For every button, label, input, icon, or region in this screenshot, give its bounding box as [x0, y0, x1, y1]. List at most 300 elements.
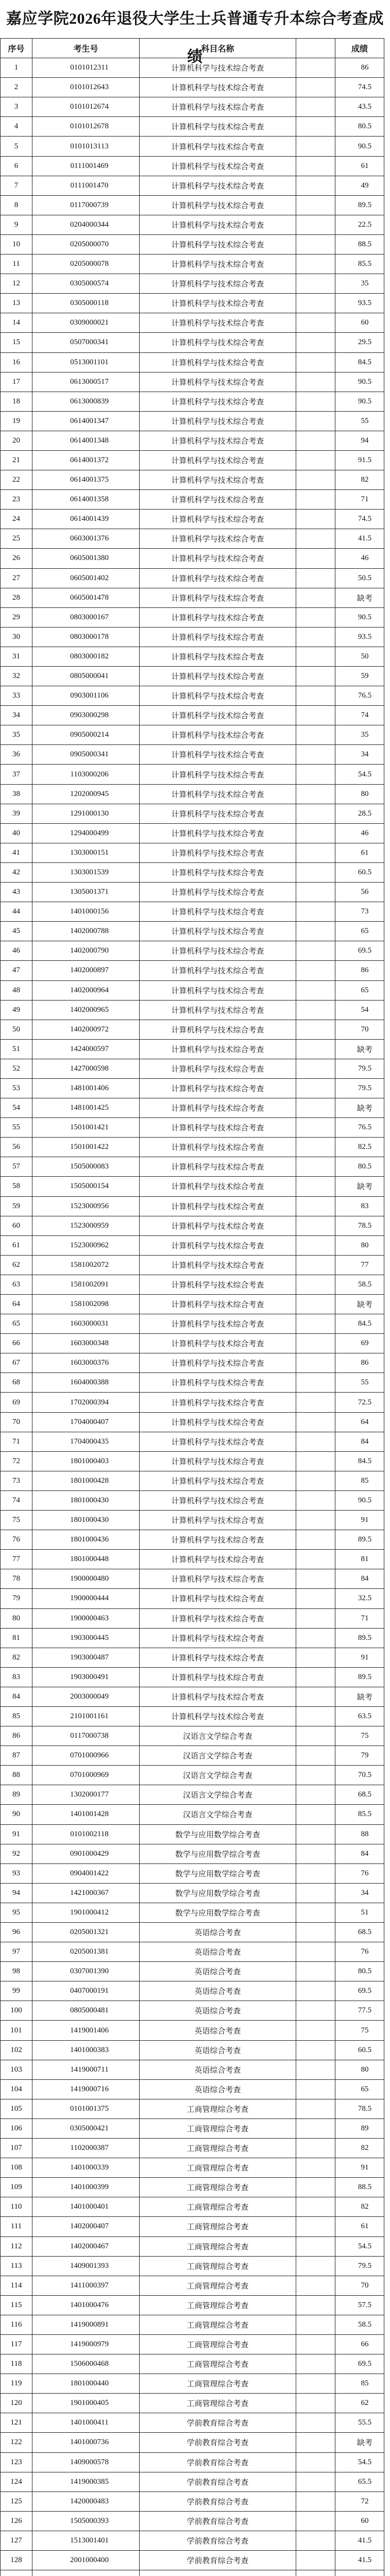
table-row [1, 411, 384, 431]
table-row [1, 97, 384, 117]
cell-blank [296, 2570, 335, 2576]
cell-no: 63 [1, 1275, 32, 1294]
cell-blank [296, 1098, 335, 1118]
cell-no: 64 [1, 1295, 32, 1314]
cell-subject: 计算机科学与技术综合考查 [140, 862, 296, 882]
cell-blank [296, 823, 335, 843]
cell-candidate-id: 0305000118 [32, 294, 140, 313]
cell-subject: 工商管理综合考查 [140, 2295, 296, 2315]
cell-no [1, 2570, 32, 2576]
cell-subject: 计算机科学与技术综合考查 [140, 1216, 296, 1235]
table-row [1, 1903, 384, 1922]
cell-blank [296, 2334, 335, 2354]
table-row [1, 510, 384, 529]
cell-candidate-id: 0903000298 [32, 706, 140, 725]
cell-score: 54.5 [335, 2236, 384, 2256]
cell-blank [296, 2119, 335, 2138]
cell-no: 86 [1, 1726, 32, 1746]
table-row [1, 2472, 384, 2492]
table-row [1, 431, 384, 450]
cell-subject: 数学与应用数学综合考查 [140, 1824, 296, 1844]
cell-score: 84.5 [335, 1451, 384, 1471]
cell-candidate-id: 0905000341 [32, 745, 140, 765]
cell-blank [296, 607, 335, 627]
cell-subject: 计算机科学与技术综合考查 [140, 549, 296, 568]
cell-candidate-id: 0614001347 [32, 411, 140, 431]
table-row [1, 450, 384, 470]
cell-score: 84 [335, 1432, 384, 1451]
table-row [1, 961, 384, 980]
cell-blank [296, 883, 335, 902]
cell-score: 80.5 [335, 1962, 384, 1981]
cell-no: 41 [1, 843, 32, 862]
table-row [1, 1412, 384, 1432]
cell-subject: 计算机科学与技术综合考查 [140, 411, 296, 431]
cell-score: 65.5 [335, 2472, 384, 2492]
cell-blank [296, 2236, 335, 2256]
cell-candidate-id: 1901000412 [32, 1903, 140, 1922]
cell-blank [296, 529, 335, 549]
cell-no: 25 [1, 529, 32, 549]
cell-candidate-id: 1401001428 [32, 1805, 140, 1824]
cell-subject: 计算机科学与技术综合考查 [140, 215, 296, 234]
cell-score: 88 [335, 1824, 384, 1844]
table-row [1, 1805, 384, 1824]
cell-candidate-id: 1402000965 [32, 1000, 140, 1020]
cell-blank [296, 1844, 335, 1863]
cell-subject: 工商管理综合考查 [140, 2315, 296, 2334]
cell-subject: 计算机科学与技术综合考查 [140, 922, 296, 941]
cell-no: 23 [1, 490, 32, 510]
cell-no: 62 [1, 1255, 32, 1275]
cell-no: 123 [1, 2452, 32, 2472]
table-row [1, 1039, 384, 1059]
cell-no: 76 [1, 1530, 32, 1550]
cell-subject: 计算机科学与技术综合考查 [140, 1196, 296, 1216]
cell-no: 94 [1, 1883, 32, 1903]
cell-subject: 计算机科学与技术综合考查 [140, 1020, 296, 1039]
table-row [1, 294, 384, 313]
cell-no: 15 [1, 333, 32, 352]
cell-no: 82 [1, 1648, 32, 1667]
table-row [1, 1785, 384, 1805]
cell-candidate-id: 0605001380 [32, 549, 140, 568]
cell-candidate-id: 1900000444 [32, 1589, 140, 1608]
cell-score: 74.5 [335, 510, 384, 529]
cell-blank [296, 1196, 335, 1216]
table-row [1, 1353, 384, 1373]
cell-score: 72 [335, 2492, 384, 2511]
cell-candidate-id: 0605001402 [32, 568, 140, 588]
table-row [1, 784, 384, 804]
cell-blank [296, 333, 335, 352]
cell-score: 64 [335, 1412, 384, 1432]
cell-score: 90.5 [335, 372, 384, 392]
table-row [1, 1530, 384, 1550]
cell-no: 6 [1, 156, 32, 176]
cell-subject: 计算机科学与技术综合考查 [140, 234, 296, 254]
cell-candidate-id: 0204000344 [32, 215, 140, 234]
cell-subject: 计算机科学与技术综合考查 [140, 607, 296, 627]
cell-no: 83 [1, 1667, 32, 1687]
cell-no: 100 [1, 2001, 32, 2021]
cell-subject: 计算机科学与技术综合考查 [140, 1059, 296, 1078]
cell-no: 74 [1, 1490, 32, 1510]
cell-no: 128 [1, 2551, 32, 2570]
cell-subject: 计算机科学与技术综合考查 [140, 883, 296, 902]
cell-score: 78.5 [335, 2099, 384, 2119]
cell-blank [296, 1511, 335, 1530]
cell-blank [296, 1667, 335, 1687]
cell-subject: 计算机科学与技术综合考查 [140, 1608, 296, 1628]
cell-subject: 计算机科学与技术综合考查 [140, 804, 296, 823]
cell-no: 43 [1, 883, 32, 902]
table-row [1, 2354, 384, 2374]
cell-no: 50 [1, 1020, 32, 1039]
table-row [1, 58, 384, 78]
table-row [1, 1726, 384, 1746]
cell-no: 81 [1, 1628, 32, 1648]
cell-score: 75 [335, 1726, 384, 1746]
cell-score: 缺考 [335, 2433, 384, 2452]
cell-candidate-id: 0614001439 [32, 510, 140, 529]
table-row [1, 1706, 384, 1726]
cell-no: 51 [1, 1039, 32, 1059]
table-row [1, 745, 384, 765]
cell-blank [296, 58, 335, 78]
cell-score: 缺考 [335, 1177, 384, 1196]
cell-no: 66 [1, 1334, 32, 1353]
cell-blank [296, 1059, 335, 1078]
table-row [1, 686, 384, 706]
cell-no: 27 [1, 568, 32, 588]
cell-score: 54.5 [335, 2452, 384, 2472]
cell-score: 69.5 [335, 2354, 384, 2374]
cell-no: 8 [1, 195, 32, 215]
cell-blank [296, 2040, 335, 2060]
cell-no: 118 [1, 2354, 32, 2374]
cell-no: 96 [1, 1923, 32, 1942]
table-row [1, 1667, 384, 1687]
cell-no: 126 [1, 2511, 32, 2531]
cell-score: 65 [335, 922, 384, 941]
cell-no: 55 [1, 1118, 32, 1138]
cell-no: 59 [1, 1196, 32, 1216]
table-row [1, 2217, 384, 2236]
cell-candidate-id: 2101001161 [32, 1706, 140, 1726]
cell-score: 43.5 [335, 97, 384, 117]
cell-no: 101 [1, 2021, 32, 2040]
cell-subject: 计算机科学与技术综合考查 [140, 274, 296, 294]
cell-blank [296, 1923, 335, 1942]
cell-subject: 计算机科学与技术综合考查 [140, 156, 296, 176]
cell-candidate-id: 0614001348 [32, 431, 140, 450]
cell-no: 10 [1, 234, 32, 254]
cell-candidate-id: 2003000049 [32, 1687, 140, 1706]
cell-score: 90.5 [335, 137, 384, 156]
cell-candidate-id: 0613000517 [32, 372, 140, 392]
cell-subject: 工商管理综合考查 [140, 2158, 296, 2178]
cell-no: 21 [1, 450, 32, 470]
cell-candidate-id: 1409001393 [32, 2256, 140, 2276]
cell-score: 91.5 [335, 450, 384, 470]
cell-score: 70 [335, 2276, 384, 2295]
cell-blank [296, 1824, 335, 1844]
cell-blank [296, 2511, 335, 2531]
cell-subject: 工商管理综合考查 [140, 2354, 296, 2374]
table-row [1, 392, 384, 411]
cell-no: 49 [1, 1000, 32, 1020]
cell-no: 24 [1, 510, 32, 529]
cell-blank [296, 372, 335, 392]
table-row [1, 2315, 384, 2334]
cell-blank [296, 745, 335, 765]
cell-candidate-id [32, 2570, 140, 2576]
table-row [1, 1138, 384, 1157]
table-row [1, 2178, 384, 2197]
cell-blank [296, 2197, 335, 2217]
cell-score: 缺考 [335, 1687, 384, 1706]
cell-score: 61 [335, 156, 384, 176]
table-row [1, 1863, 384, 1883]
cell-score: 80.5 [335, 117, 384, 137]
cell-no: 19 [1, 411, 32, 431]
cell-subject: 计算机科学与技术综合考查 [140, 588, 296, 607]
cell-blank [296, 1157, 335, 1177]
table-row [1, 490, 384, 510]
cell-score: 59 [335, 667, 384, 686]
cell-no: 45 [1, 922, 32, 941]
table-row [1, 725, 384, 745]
cell-score: 90.5 [335, 1490, 384, 1510]
cell-subject: 计算机科学与技术综合考查 [140, 1412, 296, 1432]
table-row [1, 156, 384, 176]
cell-score: 41.5 [335, 2531, 384, 2550]
cell-subject: 计算机科学与技术综合考查 [140, 1138, 296, 1157]
cell-no: 104 [1, 2079, 32, 2099]
cell-score: 84 [335, 1569, 384, 1589]
cell-blank [296, 1589, 335, 1608]
cell-subject: 计算机科学与技术综合考查 [140, 1334, 296, 1353]
table-row [1, 2256, 384, 2276]
table-row [1, 2531, 384, 2550]
table-row [1, 1511, 384, 1530]
table-row [1, 195, 384, 215]
cell-subject: 计算机科学与技术综合考查 [140, 392, 296, 411]
cell-blank [296, 215, 335, 234]
cell-no: 56 [1, 1138, 32, 1157]
cell-no: 110 [1, 2197, 32, 2217]
cell-candidate-id: 1402000788 [32, 922, 140, 941]
cell-no: 4 [1, 117, 32, 137]
cell-blank [296, 392, 335, 411]
cell-candidate-id: 1202000945 [32, 784, 140, 804]
cell-candidate-id: 1409000578 [32, 2452, 140, 2472]
cell-blank [296, 1118, 335, 1138]
cell-no: 116 [1, 2315, 32, 2334]
table-row [1, 255, 384, 274]
cell-subject: 学前教育综合考查 [140, 2511, 296, 2531]
cell-subject: 工商管理综合考查 [140, 2099, 296, 2119]
cell-subject: 计算机科学与技术综合考查 [140, 490, 296, 510]
cell-score: 68.5 [335, 1923, 384, 1942]
cell-no: 77 [1, 1550, 32, 1569]
cell-score: 51 [335, 1903, 384, 1922]
cell-score: 50 [335, 647, 384, 666]
cell-candidate-id: 1704000435 [32, 1432, 140, 1451]
cell-subject: 英语综合考查 [140, 1942, 296, 1962]
cell-blank [296, 1000, 335, 1020]
cell-subject: 计算机科学与技术综合考查 [140, 195, 296, 215]
cell-score: 55 [335, 411, 384, 431]
cell-subject: 计算机科学与技术综合考查 [140, 1706, 296, 1726]
cell-no: 60 [1, 1216, 32, 1235]
cell-blank [296, 2217, 335, 2236]
cell-blank [296, 1706, 335, 1726]
cell-blank [296, 765, 335, 784]
cell-blank [296, 2492, 335, 2511]
table-row [1, 137, 384, 156]
cell-no: 40 [1, 823, 32, 843]
cell-blank [296, 549, 335, 568]
cell-blank [296, 2551, 335, 2570]
cell-blank [296, 922, 335, 941]
cell-subject: 计算机科学与技术综合考查 [140, 686, 296, 706]
table-row [1, 883, 384, 902]
cell-score: 85.5 [335, 255, 384, 274]
table-row [1, 1078, 384, 1098]
table-row [1, 1550, 384, 1569]
cell-score: 79.5 [335, 2256, 384, 2276]
cell-no: 79 [1, 1589, 32, 1608]
table-row [1, 274, 384, 294]
cell-blank [296, 647, 335, 666]
cell-no: 54 [1, 1098, 32, 1118]
cell-score: 78.5 [335, 1216, 384, 1235]
cell-no: 47 [1, 961, 32, 980]
cell-blank [296, 78, 335, 97]
cell-candidate-id: 1401000476 [32, 2295, 140, 2315]
cell-score: 55 [335, 1373, 384, 1393]
cell-subject: 英语综合考查 [140, 1981, 296, 2001]
cell-no: 33 [1, 686, 32, 706]
cell-no: 80 [1, 1608, 32, 1628]
cell-blank [296, 2472, 335, 2492]
cell-subject: 计算机科学与技术综合考查 [140, 1275, 296, 1294]
cell-subject: 汉语言文学综合考查 [140, 1726, 296, 1746]
cell-subject: 计算机科学与技术综合考查 [140, 941, 296, 961]
cell-score: 58.5 [335, 2315, 384, 2334]
cell-score: 28.5 [335, 804, 384, 823]
table-row [1, 941, 384, 961]
cell-candidate-id: 0101013113 [32, 137, 140, 156]
cell-score: 72.5 [335, 1393, 384, 1412]
table-row [1, 1196, 384, 1216]
cell-subject: 计算机科学与技术综合考查 [140, 1373, 296, 1393]
table-row [1, 1118, 384, 1138]
cell-score: 73 [335, 902, 384, 922]
cell-score: 89 [335, 2119, 384, 2138]
cell-subject: 学前教育综合考查 [140, 2413, 296, 2433]
cell-no: 52 [1, 1059, 32, 1078]
cell-score: 57.5 [335, 2295, 384, 2315]
cell-candidate-id: 1501001421 [32, 1118, 140, 1138]
cell-candidate-id: 2001000400 [32, 2551, 140, 2570]
cell-score: 56 [335, 883, 384, 902]
cell-subject: 计算机科学与技术综合考查 [140, 706, 296, 725]
table-row [1, 2374, 384, 2394]
cell-score: 66 [335, 2334, 384, 2354]
cell-blank [296, 2001, 335, 2021]
table-row [1, 1942, 384, 1962]
cell-blank [296, 195, 335, 215]
cell-no: 39 [1, 804, 32, 823]
table-row [1, 1373, 384, 1393]
cell-blank [296, 1530, 335, 1550]
table-row [1, 1235, 384, 1255]
cell-subject: 数学与应用数学综合考查 [140, 1844, 296, 1863]
cell-score: 79.5 [335, 1078, 384, 1098]
cell-subject: 工商管理综合考查 [140, 2256, 296, 2276]
table-row [1, 765, 384, 784]
cell-blank [296, 1726, 335, 1746]
cell-subject: 计算机科学与技术综合考查 [140, 1530, 296, 1550]
cell-subject: 工商管理综合考查 [140, 2236, 296, 2256]
cell-score [335, 2570, 384, 2576]
cell-score: 46 [335, 549, 384, 568]
cell-no: 99 [1, 1981, 32, 2001]
cell-blank [296, 1216, 335, 1235]
cell-blank [296, 2021, 335, 2040]
cell-blank [296, 176, 335, 195]
cell-candidate-id: 0205000078 [32, 255, 140, 274]
cell-candidate-id: 1419001406 [32, 2021, 140, 2040]
table-row [1, 549, 384, 568]
cell-no: 117 [1, 2334, 32, 2354]
cell-no: 68 [1, 1373, 32, 1393]
cell-score: 29.5 [335, 333, 384, 352]
cell-subject: 计算机科学与技术综合考查 [140, 176, 296, 195]
table-row [1, 804, 384, 823]
table-row [1, 1766, 384, 1785]
cell-blank [296, 1490, 335, 1510]
table-header-row [1, 39, 384, 58]
table-row [1, 2197, 384, 2217]
table-row [1, 2276, 384, 2295]
cell-candidate-id: 1505000154 [32, 1177, 140, 1196]
cell-blank [296, 313, 335, 333]
cell-subject: 学前教育综合考查 [140, 2452, 296, 2472]
cell-candidate-id: 0614001372 [32, 450, 140, 470]
cell-subject: 计算机科学与技术综合考查 [140, 1490, 296, 1510]
cell-blank [296, 2060, 335, 2079]
cell-blank [296, 411, 335, 431]
table-row [1, 1451, 384, 1471]
cell-subject: 工商管理综合考查 [140, 2119, 296, 2138]
cell-subject: 工商管理综合考查 [140, 2178, 296, 2197]
cell-no: 2 [1, 78, 32, 97]
cell-blank [296, 1177, 335, 1196]
cell-no: 37 [1, 765, 32, 784]
cell-candidate-id: 1420000483 [32, 2492, 140, 2511]
table-row [1, 2099, 384, 2119]
cell-no: 89 [1, 1785, 32, 1805]
cell-subject: 汉语言文学综合考查 [140, 1805, 296, 1824]
cell-no: 28 [1, 588, 32, 607]
cell-score: 22.5 [335, 215, 384, 234]
cell-blank [296, 274, 335, 294]
cell-candidate-id: 1801000428 [32, 1471, 140, 1490]
